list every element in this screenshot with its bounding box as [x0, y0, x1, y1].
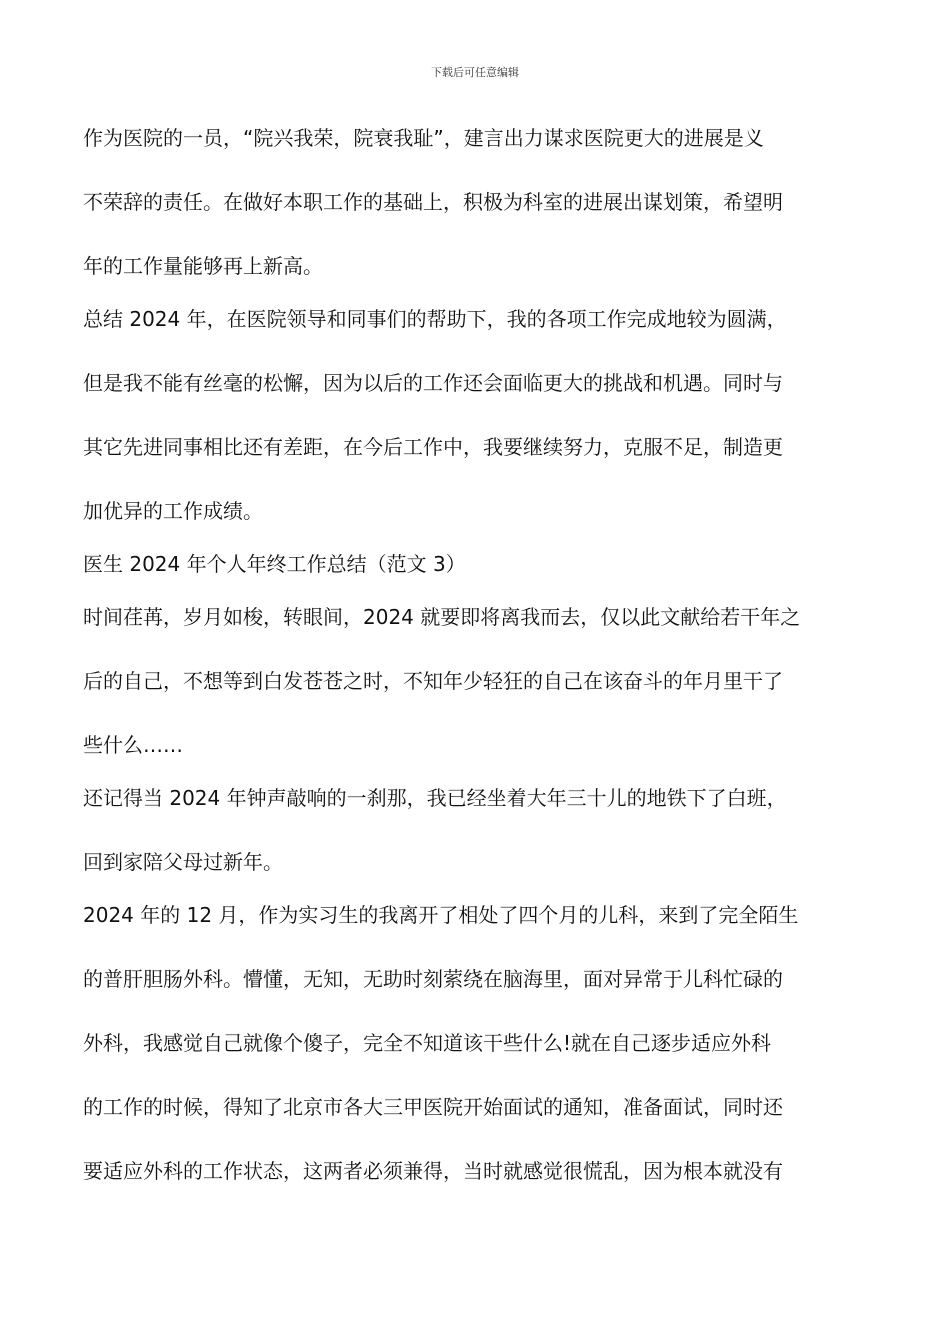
page-header: 下载后可任意编辑 [431, 66, 519, 79]
text-line: 外科，我感觉自己就像个傻子，完全不知道该干些什么!就在自己逐步适应外科 [83, 1031, 772, 1055]
paragraph [83, 893, 873, 1193]
text-line: 其它先进同事相比还有差距，在今后工作中，我要继续努力，克服不足，制造更 [83, 435, 783, 459]
text-line: 要适应外科的工作状态，这两者必须兼得，当时就感觉很慌乱，因为根本就没有 [83, 1159, 783, 1183]
paragraph [83, 595, 873, 767]
paragraph [83, 776, 873, 884]
text-line: 总结 2024 年，在医院领导和同事们的帮助下，我的各项工作完成地较为圆满， [83, 307, 787, 331]
heading-line: 医生 2024 年个人年终工作总结（范文 3） [83, 552, 466, 576]
text-line: 加优异的工作成绩。 [83, 499, 263, 523]
paragraph [83, 297, 873, 533]
paragraph [83, 116, 873, 288]
text-line: 回到家陪父母过新年。 [83, 850, 283, 874]
text-line: 不荣辞的责任。在做好本职工作的基础上，积极为科室的进展出谋划策，希望明 [83, 190, 783, 214]
text-line: 的普肝胆肠外科。懵懂，无知，无助时刻萦绕在脑海里，面对异常于儿科忙碌的 [83, 967, 783, 991]
text-line: 2024 年的 12 月，作为实习生的我离开了相处了四个月的儿科，来到了完全陌生 [83, 903, 799, 927]
text-line: 后的自己，不想等到白发苍苍之时，不知年少轻狂的自己在该奋斗的年月里干了 [83, 669, 783, 693]
text-line: 的工作的时候，得知了北京市各大三甲医院开始面试的通知，准备面试，同时还 [83, 1095, 783, 1119]
text-line: 些什么…… [83, 733, 183, 757]
text-line: 但是我不能有丝毫的松懈，因为以后的工作还会面临更大的挑战和机遇。同时与 [83, 371, 783, 395]
section-heading [83, 542, 873, 586]
text-line: 作为医院的一员，“院兴我荣，院衰我耻”，建言出力谋求医院更大的进展是义 [83, 126, 764, 150]
text-line: 还记得当 2024 年钟声敲响的一刹那，我已经坐着大年三十儿的地铁下了白班， [83, 786, 787, 810]
text-line: 时间荏苒，岁月如梭，转眼间，2024 就要即将离我而去，仅以此文献给若干年之 [83, 605, 801, 629]
text-line: 年的工作量能够再上新高。 [83, 254, 323, 278]
document-body [83, 116, 873, 1202]
